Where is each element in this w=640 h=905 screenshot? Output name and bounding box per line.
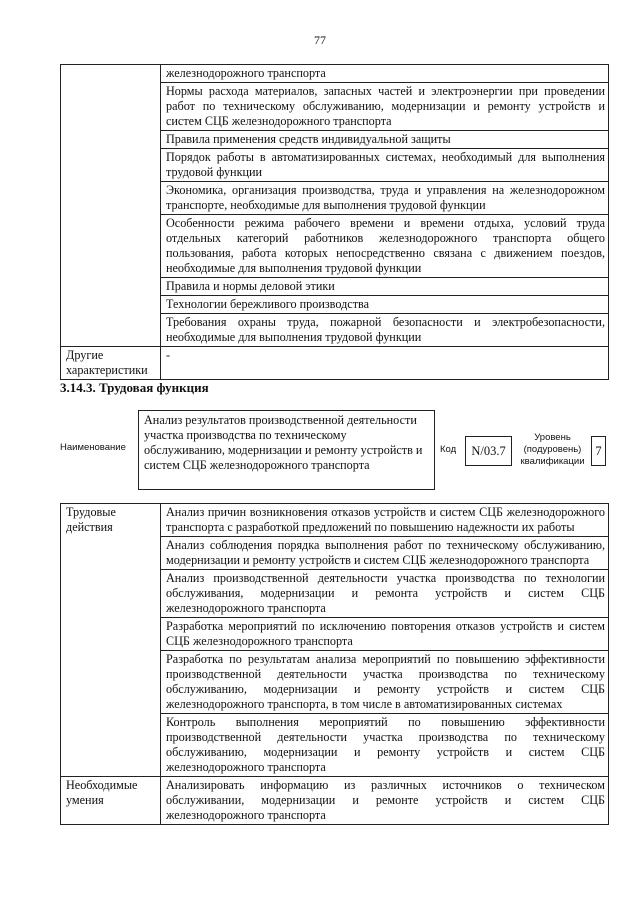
labor-action-item: Разработка по результатам анализа мероприятий по повышению эффективности производственной деятельности участка производства по техническому обслуживанию, модернизации и ремонту устройств и систем СЦБ железнодорожного транспорта, в том числе в автоматизированных системах <box>161 651 609 714</box>
knowledge-item: Экономика, организация производства, труда и управления на железнодорожном транспорте, необходимые для выполнения трудовой функции <box>161 182 609 215</box>
labor-action-item: Разработка мероприятий по исключению повторения отказов устройств и систем СЦБ железнодорожного транспорта <box>161 618 609 651</box>
other-characteristics-value: - <box>161 347 609 380</box>
knowledge-item: Требования охраны труда, пожарной безопасности и электробезопасности, необходимые для выполнения трудовой функции <box>161 314 609 347</box>
required-skills-label: Необходимые умения <box>61 777 161 825</box>
knowledge-item: железнодорожного транспорта <box>161 65 609 83</box>
labor-action-item: Анализ соблюдения порядка выполнения работ по техническому обслуживанию, модернизации и ремонту устройств и систем СЦБ железнодорожного транспорта <box>161 537 609 570</box>
knowledge-item: Технологии бережливого производства <box>161 296 609 314</box>
labor-action-item: Анализ производственной деятельности участка производства по технологии обслуживания, модернизации и ремонта устройств и систем СЦБ железнодорожного транспорта <box>161 570 609 618</box>
other-characteristics-label: Другие характеристики <box>61 347 161 380</box>
knowledge-label-cell <box>61 65 161 347</box>
knowledge-item: Порядок работы в автоматизированных системах, необходимый для выполнения трудовой функции <box>161 149 609 182</box>
qualification-level-label: Уровень (подуровень) квалификации <box>520 432 585 467</box>
function-name: Анализ результатов производственной деятельности участка производства по техническому обслуживанию, модернизации и ремонту устройств и систем СЦБ железнодорожного транспорта <box>138 410 435 490</box>
knowledge-item: Правила и нормы деловой этики <box>161 278 609 296</box>
function-table <box>60 503 609 825</box>
function-name-label: Наименование <box>60 442 126 453</box>
knowledge-table <box>60 64 609 380</box>
labor-action-item: Контроль выполнения мероприятий по повышению эффективности производственной деятельности участка производства по техническому обслуживанию, модернизации и ремонту устройств и систем СЦБ железнодорожного транспорта <box>161 714 609 777</box>
section-title: 3.14.3. Трудовая функция <box>60 380 209 395</box>
knowledge-item: Правила применения средств индивидуальной защиты <box>161 131 609 149</box>
knowledge-item: Особенности режима рабочего времени и времени отдыха, условий труда отдельных категорий работников железнодорожного транспорта общего пользования, работа которых непосредственно связана с движением поездов, необходимые для выполнения трудовой функции <box>161 215 609 278</box>
function-code-label: Код <box>440 444 457 455</box>
knowledge-item: Нормы расхода материалов, запасных частей и электроэнергии при проведении работ по техническому обслуживанию, модернизации и ремонту устройств и систем СЦБ железнодорожного транспорта <box>161 83 609 131</box>
required-skill-item: Анализировать информацию из различных источников о техническом обслуживании, модернизации и ремонте устройств и систем СЦБ железнодорожного транспорта <box>161 777 609 825</box>
labor-actions-label: Трудовые действия <box>61 504 161 777</box>
labor-action-item: Анализ причин возникновения отказов устройств и систем СЦБ железнодорожного транспорта с разработкой предложений по повышению надежности их работы <box>161 504 609 537</box>
function-code: N/03.7 <box>465 436 512 466</box>
page-number: 77 <box>314 33 326 47</box>
qualification-level: 7 <box>591 436 606 466</box>
